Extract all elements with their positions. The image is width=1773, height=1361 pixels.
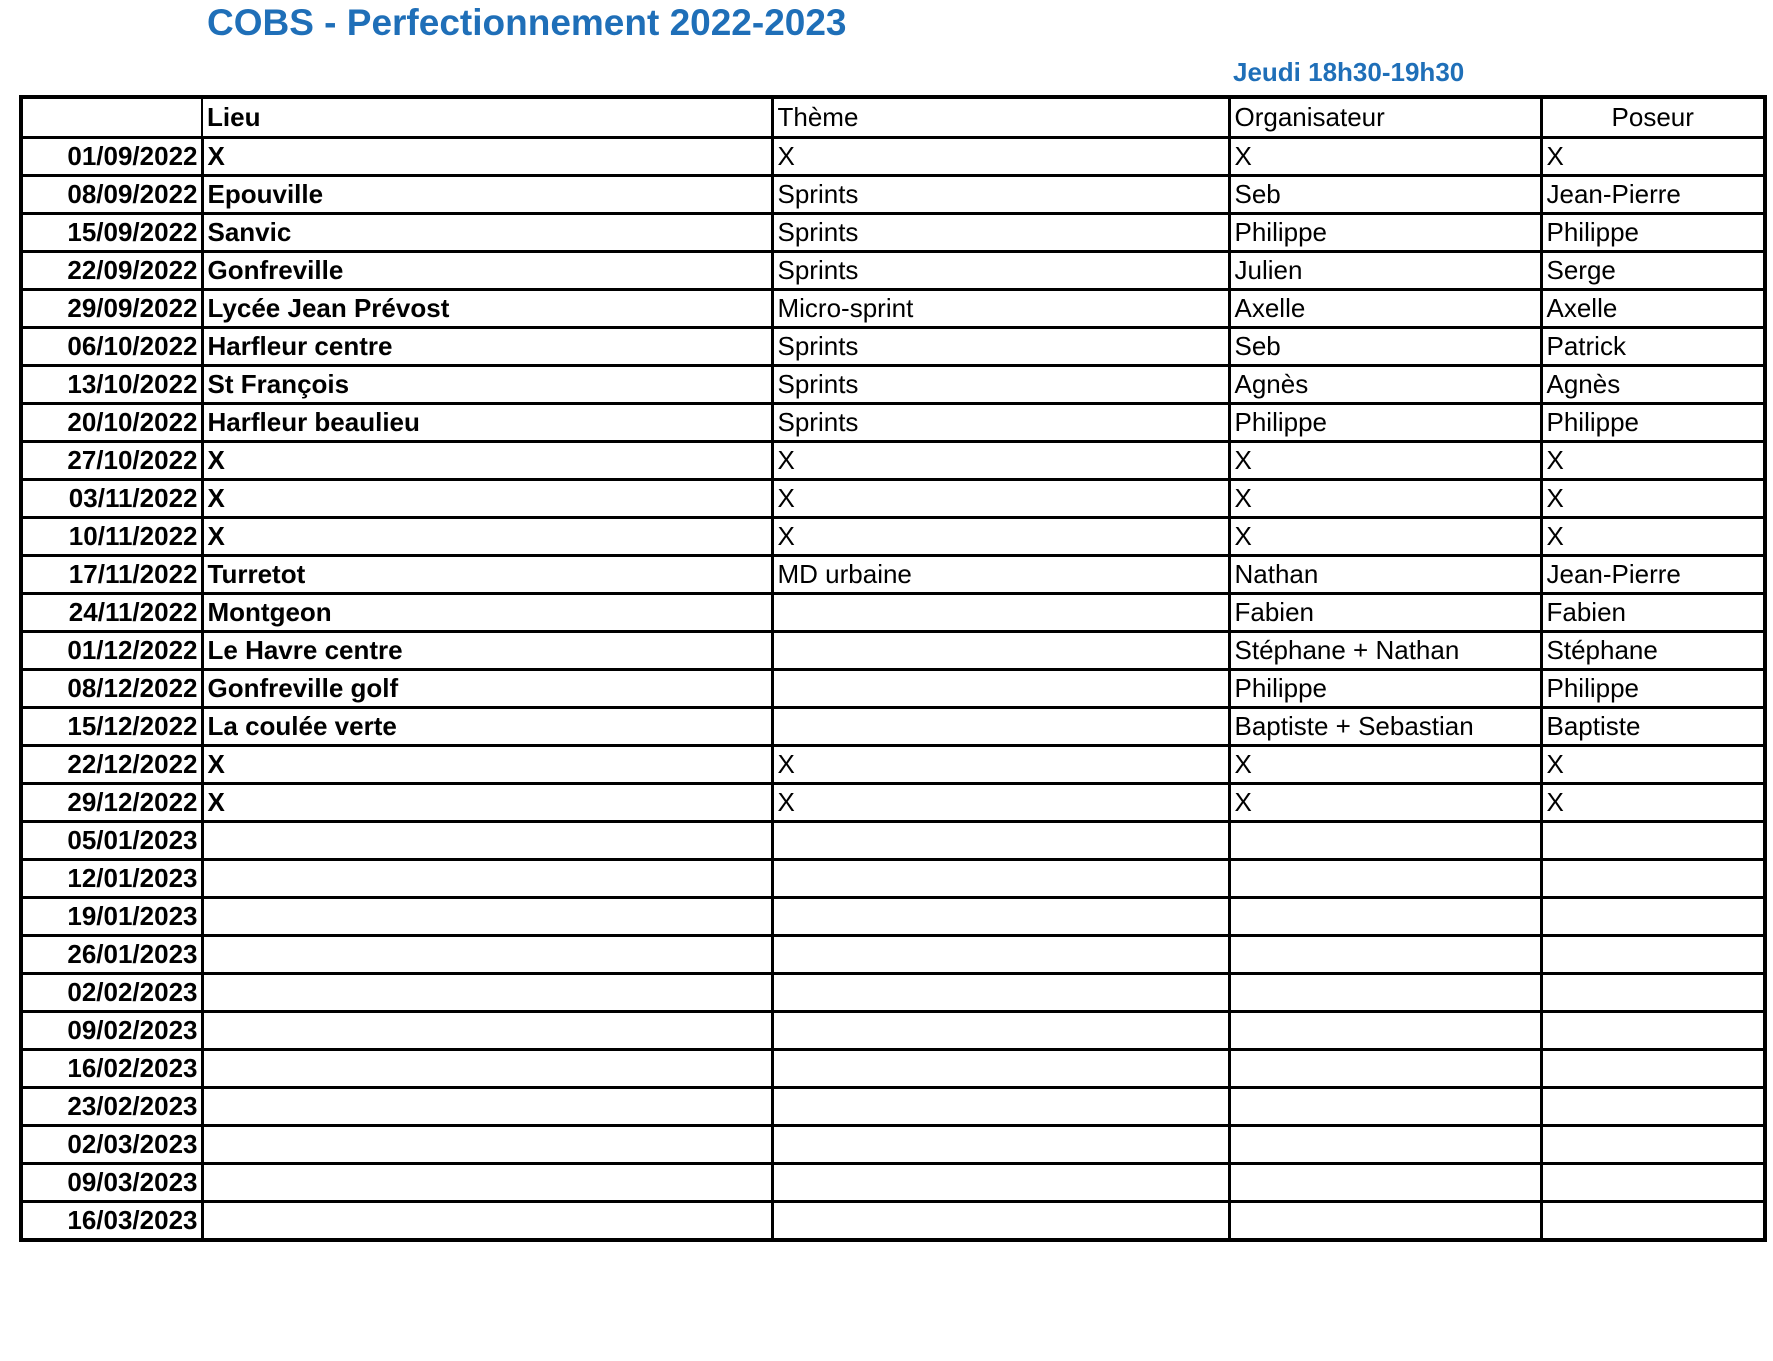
cell-theme: X [772, 138, 1229, 176]
cell-date: 16/02/2023 [21, 1050, 202, 1088]
cell-date: 06/10/2022 [21, 328, 202, 366]
cell-poseur: X [1541, 746, 1765, 784]
cell-organisateur: Philippe [1229, 404, 1541, 442]
cell-date: 15/12/2022 [21, 708, 202, 746]
cell-date: 24/11/2022 [21, 594, 202, 632]
cell-organisateur: Julien [1229, 252, 1541, 290]
cell-organisateur: X [1229, 138, 1541, 176]
header-theme: Thème [772, 97, 1229, 138]
header-lieu: Lieu [202, 97, 772, 138]
cell-poseur: X [1541, 518, 1765, 556]
cell-lieu: Harfleur beaulieu [202, 404, 772, 442]
cell-organisateur [1229, 1012, 1541, 1050]
table-row [21, 1164, 1765, 1202]
cell-theme: X [772, 442, 1229, 480]
table-row [21, 860, 1765, 898]
cell-theme: Sprints [772, 252, 1229, 290]
cell-organisateur [1229, 822, 1541, 860]
cell-poseur: Jean-Pierre [1541, 556, 1765, 594]
table-row [21, 594, 1765, 632]
table-row [21, 442, 1765, 480]
cell-date: 19/01/2023 [21, 898, 202, 936]
cell-poseur [1541, 1164, 1765, 1202]
cell-lieu: Le Havre centre [202, 632, 772, 670]
cell-poseur: X [1541, 480, 1765, 518]
table-row [21, 936, 1765, 974]
cell-lieu [202, 936, 772, 974]
cell-date: 08/12/2022 [21, 670, 202, 708]
cell-date: 12/01/2023 [21, 860, 202, 898]
cell-theme [772, 860, 1229, 898]
cell-organisateur: Fabien [1229, 594, 1541, 632]
cell-poseur [1541, 1012, 1765, 1050]
cell-poseur: Baptiste [1541, 708, 1765, 746]
cell-date: 09/03/2023 [21, 1164, 202, 1202]
cell-lieu: X [202, 784, 772, 822]
cell-lieu: Montgeon [202, 594, 772, 632]
cell-theme: Sprints [772, 366, 1229, 404]
cell-lieu [202, 822, 772, 860]
cell-date: 27/10/2022 [21, 442, 202, 480]
schedule-time-subtitle: Jeudi 18h30-19h30 [1233, 57, 1465, 87]
cell-date: 22/12/2022 [21, 746, 202, 784]
cell-date: 09/02/2023 [21, 1012, 202, 1050]
cell-poseur: Fabien [1541, 594, 1765, 632]
table-row [21, 898, 1765, 936]
cell-poseur [1541, 974, 1765, 1012]
cell-poseur [1541, 822, 1765, 860]
table-row [21, 784, 1765, 822]
table-row [21, 708, 1765, 746]
table-row [21, 366, 1765, 404]
cell-poseur [1541, 898, 1765, 936]
cell-poseur [1541, 1088, 1765, 1126]
cell-poseur: X [1541, 784, 1765, 822]
cell-theme [772, 1164, 1229, 1202]
table-row [21, 328, 1765, 366]
cell-poseur: X [1541, 442, 1765, 480]
cell-organisateur: X [1229, 442, 1541, 480]
cell-theme [772, 822, 1229, 860]
cell-lieu [202, 860, 772, 898]
cell-date: 02/03/2023 [21, 1126, 202, 1164]
cell-theme: X [772, 480, 1229, 518]
cell-theme: X [772, 518, 1229, 556]
table-row [21, 632, 1765, 670]
cell-theme [772, 1012, 1229, 1050]
table-row [21, 556, 1765, 594]
cell-poseur: Stéphane [1541, 632, 1765, 670]
cell-date: 16/03/2023 [21, 1202, 202, 1241]
cell-theme [772, 670, 1229, 708]
cell-lieu: X [202, 442, 772, 480]
page-title: COBS - Perfectionnement 2022-2023 [207, 2, 847, 43]
cell-date: 10/11/2022 [21, 518, 202, 556]
cell-lieu: Turretot [202, 556, 772, 594]
cell-organisateur [1229, 1050, 1541, 1088]
cell-poseur: X [1541, 138, 1765, 176]
table-row [21, 1088, 1765, 1126]
cell-organisateur: Nathan [1229, 556, 1541, 594]
cell-theme: Sprints [772, 176, 1229, 214]
cell-date: 22/09/2022 [21, 252, 202, 290]
cell-organisateur: Axelle [1229, 290, 1541, 328]
cell-theme: MD urbaine [772, 556, 1229, 594]
cell-poseur: Philippe [1541, 404, 1765, 442]
cell-date: 15/09/2022 [21, 214, 202, 252]
table-row [21, 1050, 1765, 1088]
cell-poseur [1541, 1202, 1765, 1241]
cell-theme: X [772, 746, 1229, 784]
cell-organisateur [1229, 898, 1541, 936]
table-row [21, 252, 1765, 290]
header-date [21, 97, 202, 138]
cell-date: 08/09/2022 [21, 176, 202, 214]
cell-poseur: Agnès [1541, 366, 1765, 404]
cell-organisateur: Philippe [1229, 670, 1541, 708]
cell-lieu [202, 898, 772, 936]
cell-lieu: St François [202, 366, 772, 404]
cell-lieu: Epouville [202, 176, 772, 214]
table-header-row [21, 97, 1765, 138]
cell-theme: Sprints [772, 404, 1229, 442]
cell-organisateur: X [1229, 784, 1541, 822]
cell-organisateur [1229, 860, 1541, 898]
cell-organisateur [1229, 936, 1541, 974]
cell-poseur: Jean-Pierre [1541, 176, 1765, 214]
table-row [21, 974, 1765, 1012]
cell-lieu: X [202, 138, 772, 176]
table-row [21, 670, 1765, 708]
cell-date: 17/11/2022 [21, 556, 202, 594]
cell-date: 01/09/2022 [21, 138, 202, 176]
cell-date: 29/12/2022 [21, 784, 202, 822]
cell-poseur: Philippe [1541, 670, 1765, 708]
cell-poseur [1541, 1126, 1765, 1164]
cell-lieu [202, 1012, 772, 1050]
table-row [21, 1012, 1765, 1050]
cell-organisateur: X [1229, 480, 1541, 518]
cell-theme: Micro-sprint [772, 290, 1229, 328]
table-row [21, 214, 1765, 252]
cell-poseur [1541, 1050, 1765, 1088]
cell-theme [772, 632, 1229, 670]
cell-organisateur [1229, 974, 1541, 1012]
cell-theme [772, 1202, 1229, 1241]
cell-theme: Sprints [772, 214, 1229, 252]
cell-lieu [202, 1088, 772, 1126]
cell-date: 05/01/2023 [21, 822, 202, 860]
cell-theme [772, 594, 1229, 632]
cell-lieu [202, 974, 772, 1012]
cell-organisateur: Seb [1229, 176, 1541, 214]
cell-poseur [1541, 860, 1765, 898]
cell-poseur: Patrick [1541, 328, 1765, 366]
header-organisateur: Organisateur [1229, 97, 1541, 138]
cell-date: 01/12/2022 [21, 632, 202, 670]
table-row [21, 1202, 1765, 1241]
cell-lieu: Lycée Jean Prévost [202, 290, 772, 328]
header-poseur: Poseur [1541, 97, 1765, 138]
table-body [21, 138, 1765, 1241]
cell-theme [772, 1126, 1229, 1164]
cell-lieu [202, 1126, 772, 1164]
cell-organisateur [1229, 1164, 1541, 1202]
table-row [21, 746, 1765, 784]
cell-poseur [1541, 936, 1765, 974]
schedule-table [19, 95, 1767, 1242]
table-row [21, 822, 1765, 860]
table-row [21, 518, 1765, 556]
cell-theme [772, 1050, 1229, 1088]
cell-date: 20/10/2022 [21, 404, 202, 442]
table-row [21, 1126, 1765, 1164]
cell-lieu: X [202, 480, 772, 518]
cell-organisateur: X [1229, 518, 1541, 556]
cell-organisateur: Agnès [1229, 366, 1541, 404]
cell-lieu: X [202, 746, 772, 784]
cell-lieu: Gonfreville golf [202, 670, 772, 708]
cell-theme: Sprints [772, 328, 1229, 366]
table-row [21, 404, 1765, 442]
cell-theme [772, 1088, 1229, 1126]
cell-lieu [202, 1164, 772, 1202]
cell-organisateur: Seb [1229, 328, 1541, 366]
cell-poseur: Philippe [1541, 214, 1765, 252]
cell-date: 02/02/2023 [21, 974, 202, 1012]
cell-poseur: Axelle [1541, 290, 1765, 328]
cell-organisateur: Stéphane + Nathan [1229, 632, 1541, 670]
cell-organisateur: Philippe [1229, 214, 1541, 252]
table-row [21, 176, 1765, 214]
table-row [21, 290, 1765, 328]
cell-theme [772, 898, 1229, 936]
cell-theme [772, 974, 1229, 1012]
cell-lieu: La coulée verte [202, 708, 772, 746]
cell-date: 26/01/2023 [21, 936, 202, 974]
cell-poseur: Serge [1541, 252, 1765, 290]
cell-organisateur [1229, 1088, 1541, 1126]
cell-theme [772, 936, 1229, 974]
cell-theme [772, 708, 1229, 746]
cell-date: 13/10/2022 [21, 366, 202, 404]
cell-lieu: Gonfreville [202, 252, 772, 290]
cell-lieu: Sanvic [202, 214, 772, 252]
cell-date: 23/02/2023 [21, 1088, 202, 1126]
cell-lieu: X [202, 518, 772, 556]
cell-theme: X [772, 784, 1229, 822]
cell-date: 03/11/2022 [21, 480, 202, 518]
cell-lieu [202, 1202, 772, 1241]
cell-organisateur: Baptiste + Sebastian [1229, 708, 1541, 746]
cell-organisateur [1229, 1126, 1541, 1164]
cell-date: 29/09/2022 [21, 290, 202, 328]
table-row [21, 480, 1765, 518]
cell-lieu: Harfleur centre [202, 328, 772, 366]
cell-lieu [202, 1050, 772, 1088]
cell-organisateur [1229, 1202, 1541, 1241]
table-row [21, 138, 1765, 176]
cell-organisateur: X [1229, 746, 1541, 784]
